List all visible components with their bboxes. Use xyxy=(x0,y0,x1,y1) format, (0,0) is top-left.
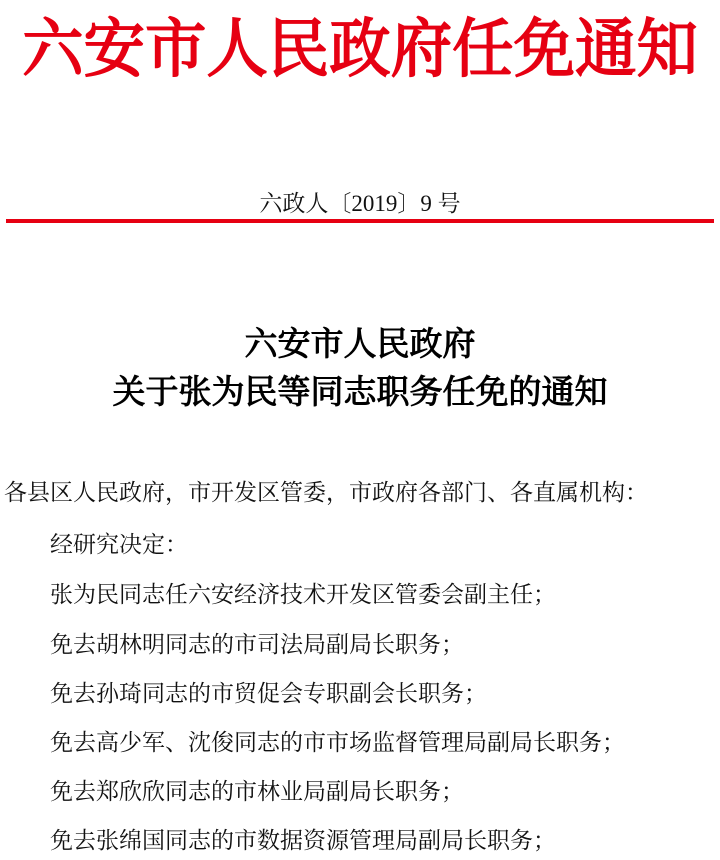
salutation: 各县区人民政府，市开发区管委，市政府各部门、各直属机构： xyxy=(4,480,648,506)
masthead-title: 六安市人民政府任免通知 xyxy=(22,12,698,87)
appointment-item: 免去张绵国同志的市数据资源管理局副局长职务； xyxy=(50,828,556,854)
appointment-item: 免去高少军、沈俊同志的市市场监督管理局副局长职务； xyxy=(50,730,625,756)
red-divider-line xyxy=(6,219,714,223)
appointment-item: 免去郑欣欣同志的市林业局副局长职务； xyxy=(50,779,464,805)
intro-line: 经研究决定： xyxy=(50,532,188,558)
appointment-item: 免去孙琦同志的市贸促会专职副会长职务； xyxy=(50,681,487,707)
appointment-item: 免去胡林明同志的市司法局副局长职务； xyxy=(50,632,464,658)
notice-title-line-1: 六安市人民政府 xyxy=(244,324,476,363)
document-number: 六政人〔2019〕9 号 xyxy=(259,191,461,216)
appointment-item: 张为民同志任六安经济技术开发区管委会副主任； xyxy=(50,582,556,608)
notice-title-line-2: 关于张为民等同志职务任免的通知 xyxy=(112,372,608,411)
